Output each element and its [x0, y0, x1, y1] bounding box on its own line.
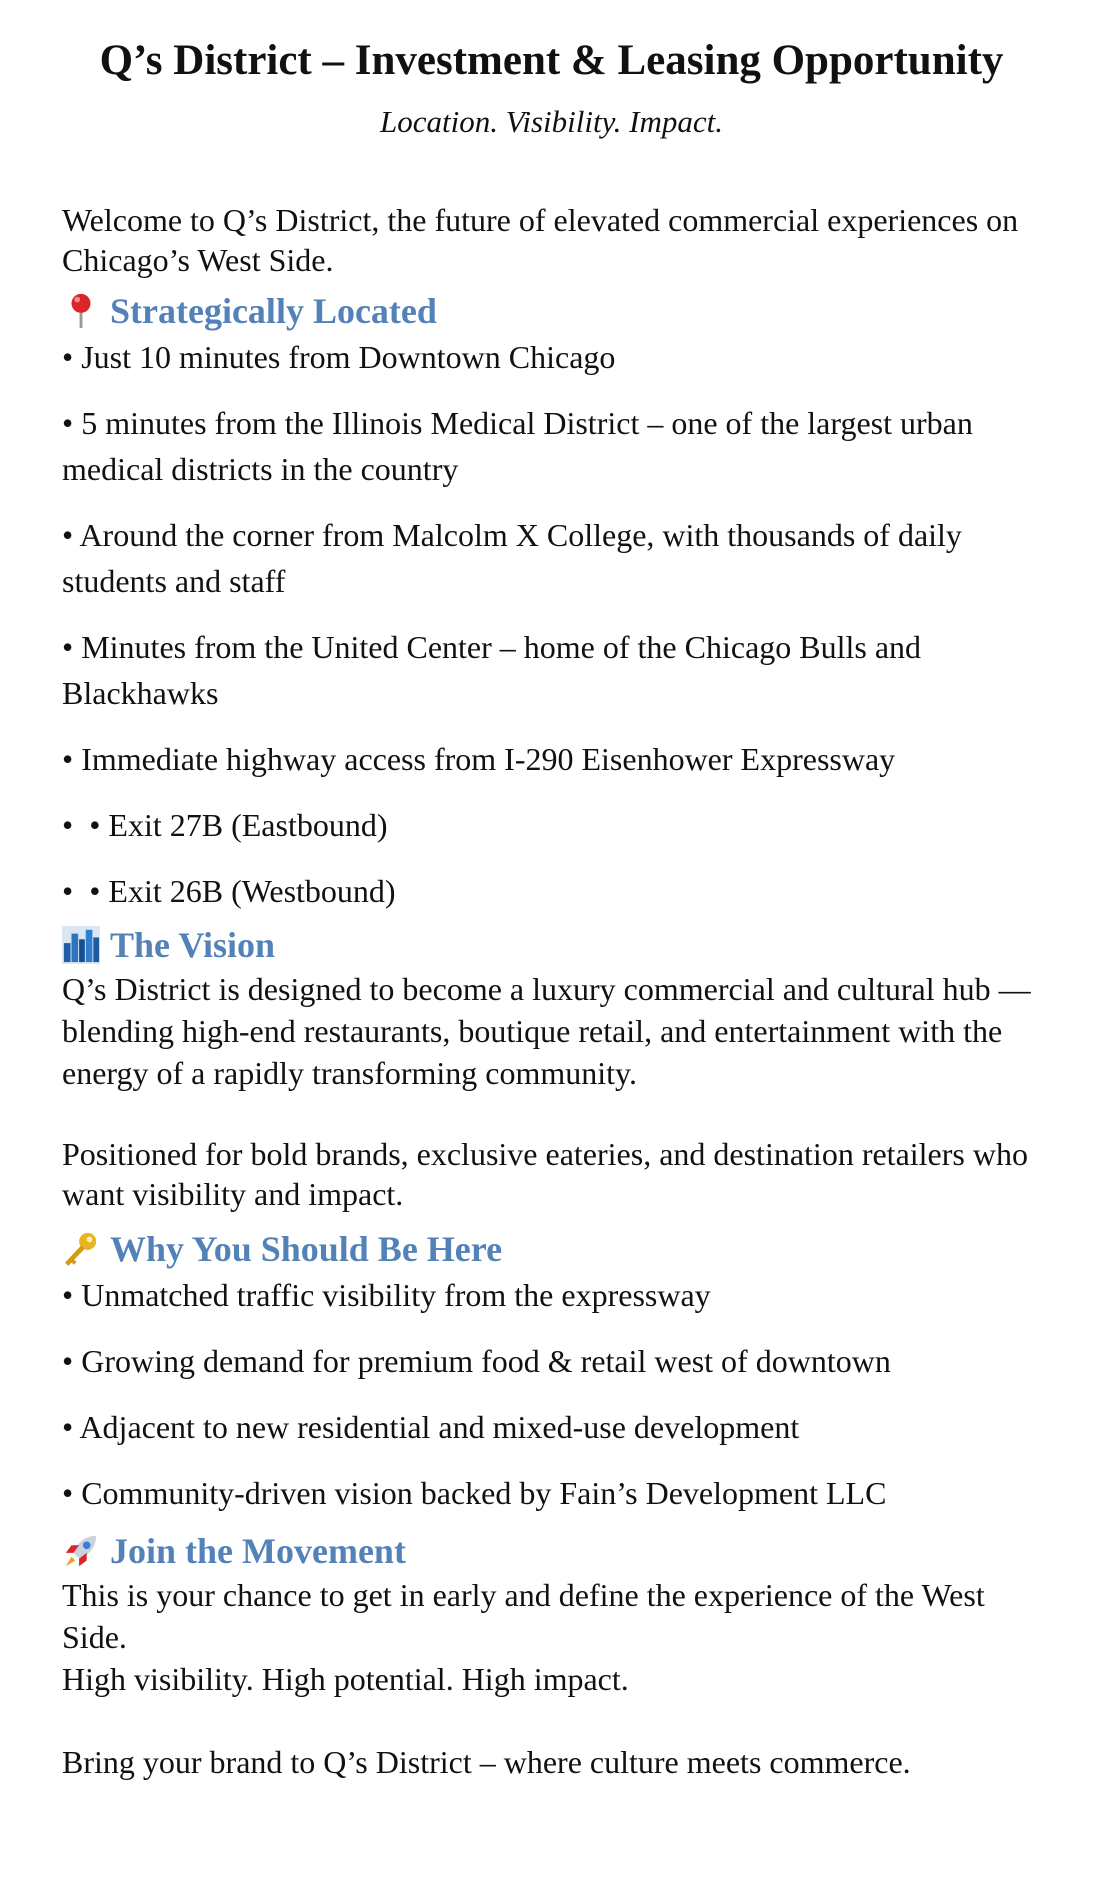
- why-bullets: [62, 1272, 1041, 1516]
- location-bullets: [62, 334, 1041, 914]
- section-heading-join: Join the Movement: [62, 1528, 1041, 1574]
- key-icon: [62, 1230, 100, 1268]
- vision-paragraph: Q’s District is designed to become a luxury commercial and cultural hub — blending high-end restaurants, boutique retail, and entertainment with the energy of a rapidly transforming community.: [62, 971, 1031, 1091]
- list-item: • Immediate highway access from I-290 Eisenhower Expressway: [62, 741, 896, 777]
- rocket-icon: [62, 1532, 100, 1570]
- list-item: • Community-driven vision backed by Fain’s Development LLC: [62, 1475, 887, 1511]
- section-heading-location: Strategically Located: [62, 288, 1041, 334]
- intro-paragraph: Welcome to Q’s District, the future of elevated commercial experiences on Chicago’s West Side.: [62, 202, 1019, 278]
- section-heading-vision: The Vision: [62, 922, 1041, 968]
- list-item: • Unmatched traffic visibility from the expressway: [62, 1277, 711, 1313]
- list-item: • Adjacent to new residential and mixed-use development: [62, 1409, 800, 1445]
- list-item: • • Exit 27B (Eastbound): [62, 807, 388, 843]
- tagline: Location. Visibility. Impact.: [380, 104, 723, 139]
- list-item: • Minutes from the United Center – home of the Chicago Bulls and Blackhawks: [62, 629, 922, 711]
- page-title: Q’s District – Investment & Leasing Opportunity: [99, 37, 1004, 84]
- list-item: • 5 minutes from the Illinois Medical District – one of the largest urban medical districts in the country: [62, 405, 973, 487]
- closing-line: Bring your brand to Q’s District – where culture meets commerce.: [62, 1744, 911, 1780]
- join-paragraph: This is your chance to get in early and define the experience of the West Side.: [62, 1577, 985, 1655]
- pushpin-icon: [62, 292, 100, 330]
- list-item: • Just 10 minutes from Downtown Chicago: [62, 339, 616, 375]
- vision-paragraph: Positioned for bold brands, exclusive eateries, and destination retailers who want visibility and impact.: [62, 1136, 1028, 1212]
- list-item: • Around the corner from Malcolm X College, with thousands of daily students and staff: [62, 517, 962, 599]
- list-item: • Growing demand for premium food & retail west of downtown: [62, 1343, 891, 1379]
- cityscape-icon: [62, 926, 100, 964]
- join-tagline: High visibility. High potential. High impact.: [62, 1661, 629, 1697]
- list-item: • • Exit 26B (Westbound): [62, 873, 396, 909]
- section-heading-why: Why You Should Be Here: [62, 1226, 1041, 1272]
